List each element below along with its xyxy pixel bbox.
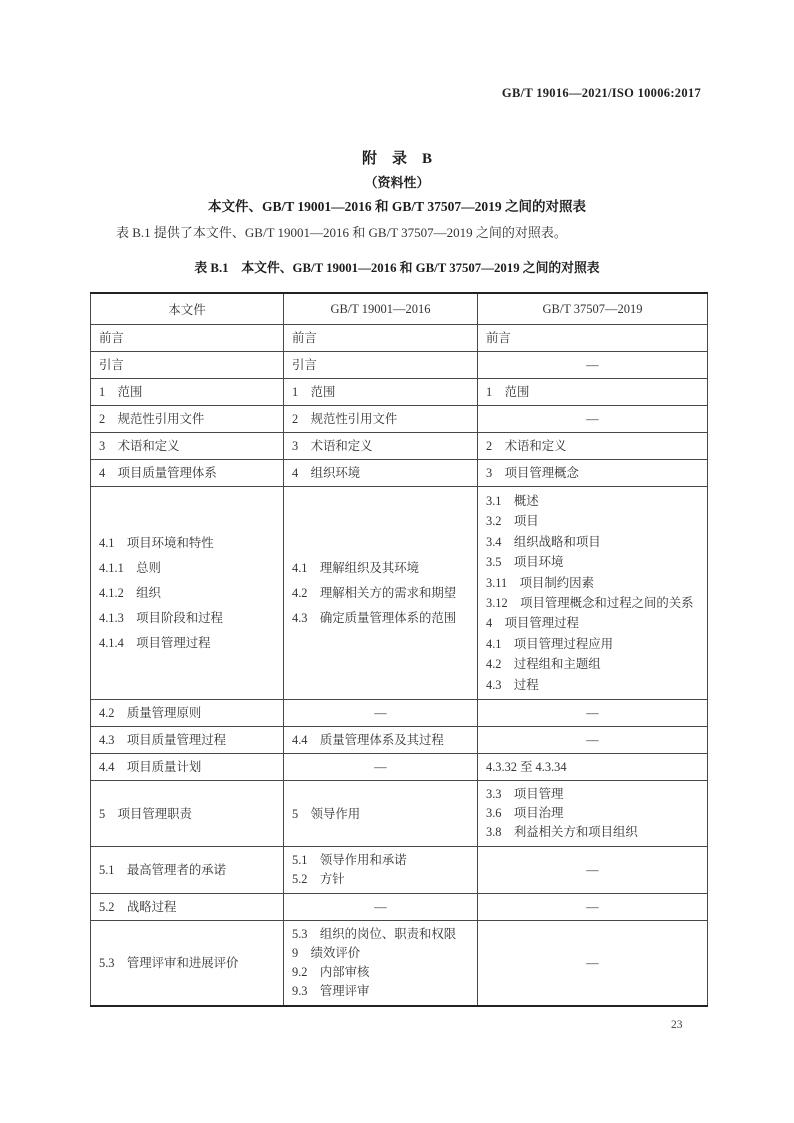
table-cell	[478, 754, 708, 781]
cell-line: 4.3 确定质量管理体系的范围	[292, 610, 457, 625]
standard-code-header: GB/T 19016—2021/ISO 10006:2017	[501, 86, 701, 100]
table-cell	[284, 700, 478, 727]
cell-line: 4.2 理解相关方的需求和期望	[292, 585, 457, 600]
table-cell	[91, 406, 284, 433]
cell-line: 4.1 项目环境和特性	[99, 535, 214, 550]
cell-line: 5.1 最高管理者的承诺	[99, 863, 227, 878]
table-cell	[478, 847, 708, 894]
cell-line: 5.2 方针	[292, 872, 345, 887]
table-cell	[284, 894, 478, 921]
table-row	[91, 460, 708, 487]
table-header	[91, 293, 708, 325]
cell-line: 4.2 质量管理原则	[99, 706, 202, 721]
table-row	[91, 921, 708, 1007]
cell-line: 3.1 概述	[486, 494, 539, 508]
table-cell	[478, 460, 708, 487]
cell-line: 4.1 理解组织及其环境	[292, 560, 420, 575]
page-number: 23	[671, 1019, 683, 1031]
cell-line: 4.4 项目质量计划	[99, 760, 202, 775]
column-header-gbt-37507: GB/T 37507—2019	[478, 293, 708, 325]
column-header-this-document: 本文件	[91, 293, 284, 325]
cell-line: 5 项目管理职责	[99, 806, 192, 821]
cell-line: 引言	[292, 358, 317, 372]
table-row	[91, 487, 708, 700]
table-cell	[91, 379, 284, 406]
cell-line: 3.11 项目制约因素	[486, 575, 594, 590]
table-cell	[284, 433, 478, 460]
table-caption: 表 B.1 本文件、GB/T 19001—2016 和 GB/T 37507—2019 之间的对照表	[194, 261, 600, 275]
cell-line: 5.3 组织的岗位、职责和权限	[292, 927, 457, 942]
table-cell	[91, 754, 284, 781]
cell-line: —	[586, 900, 599, 915]
cell-line: 4.2 过程组和主题组	[486, 657, 601, 672]
table-cell	[91, 894, 284, 921]
cell-line: 4.1.3 项目阶段和过程	[99, 610, 223, 625]
table-row	[91, 754, 708, 781]
table-cell	[478, 433, 708, 460]
table-row	[91, 352, 708, 379]
comparison-table	[90, 292, 708, 1007]
table-cell	[284, 325, 478, 352]
table-cell	[284, 352, 478, 379]
cell-line: 4.1.4 项目管理过程	[99, 635, 211, 650]
cell-line: 4 组织环境	[292, 466, 361, 480]
cell-line: 引言	[99, 358, 124, 372]
cell-line: 前言	[99, 331, 124, 345]
table-cell	[478, 700, 708, 727]
cell-line: —	[586, 863, 599, 878]
table-cell	[284, 487, 478, 700]
cell-line: 9 绩效评价	[292, 946, 361, 961]
table-body	[91, 325, 708, 1007]
cell-line: 3.3 项目管理	[486, 787, 564, 802]
cell-line: 3.12 项目管理概念和过程之间的关系	[486, 596, 694, 611]
table-cell	[284, 727, 478, 754]
table-row	[91, 700, 708, 727]
table-row	[91, 727, 708, 754]
table-cell	[478, 894, 708, 921]
cell-line: 3 术语和定义	[99, 439, 180, 453]
cell-line: —	[586, 706, 599, 721]
cell-line: —	[374, 760, 387, 775]
cell-line: 2 术语和定义	[486, 439, 567, 453]
appendix-subtitle: （资料性）	[364, 175, 430, 190]
cell-line: 前言	[486, 331, 511, 345]
appendix-heading: 本文件、GB/T 19001—2016 和 GB/T 37507—2019 之间的对照表	[208, 199, 586, 214]
table-header-row	[91, 293, 708, 325]
cell-line: 5.1 领导作用和承诺	[292, 853, 407, 868]
table-row	[91, 433, 708, 460]
cell-line: 3.8 利益相关方和项目组织	[486, 825, 638, 840]
table-row	[91, 894, 708, 921]
cell-line: —	[586, 358, 599, 372]
cell-line: —	[586, 412, 599, 426]
table-cell	[478, 379, 708, 406]
table-cell	[91, 700, 284, 727]
column-header-gbt-19001: GB/T 19001—2016	[284, 293, 478, 325]
table-cell	[284, 781, 478, 847]
cell-line: 4.1 项目管理过程应用	[486, 636, 614, 651]
table-cell	[91, 352, 284, 379]
table-cell	[478, 352, 708, 379]
table-row	[91, 781, 708, 847]
table-cell	[91, 460, 284, 487]
cell-line: 5.2 战略过程	[99, 900, 177, 915]
cell-line: 4.3 过程	[486, 677, 539, 692]
table-cell	[91, 921, 284, 1007]
cell-line: 5 领导作用	[292, 806, 361, 821]
cell-line: 4 项目管理过程	[486, 616, 579, 631]
table-cell	[478, 487, 708, 700]
table-row	[91, 379, 708, 406]
table-cell	[478, 727, 708, 754]
table-cell	[478, 325, 708, 352]
cell-line: —	[374, 900, 387, 915]
table-cell	[284, 847, 478, 894]
table-cell	[478, 781, 708, 847]
cell-line: 4.4 质量管理体系及其过程	[292, 733, 444, 748]
cell-line: 2 规范性引用文件	[99, 412, 205, 426]
table-cell	[91, 433, 284, 460]
table-cell	[478, 406, 708, 433]
cell-line: 5.3 管理评审和进展评价	[99, 956, 239, 971]
cell-line: —	[586, 733, 599, 748]
cell-line: 4.1.2 组织	[99, 585, 161, 600]
table-cell	[284, 921, 478, 1007]
cell-line: —	[586, 956, 599, 971]
cell-line: 1 范围	[486, 385, 530, 399]
cell-line: 3.2 项目	[486, 514, 539, 529]
table-cell	[91, 727, 284, 754]
cell-line: 2 规范性引用文件	[292, 412, 398, 426]
table-cell	[284, 406, 478, 433]
table-cell	[91, 487, 284, 700]
table-cell	[284, 379, 478, 406]
cell-line: 4.3 项目质量管理过程	[99, 733, 227, 748]
table-cell	[284, 460, 478, 487]
appendix-title: 附 录 B	[361, 151, 432, 167]
cell-line: 1 范围	[99, 385, 143, 399]
cell-line: 9.2 内部审核	[292, 965, 370, 980]
cell-line: 9.3 管理评审	[292, 984, 370, 999]
cell-line: 3 术语和定义	[292, 439, 373, 453]
table-cell	[91, 847, 284, 894]
table-cell	[91, 325, 284, 352]
table-cell	[91, 781, 284, 847]
cell-line: 3 项目管理概念	[486, 466, 579, 480]
table-cell	[478, 921, 708, 1007]
cell-line: 4 项目质量管理体系	[99, 466, 217, 480]
intro-paragraph: 表 B.1 提供了本文件、GB/T 19001—2016 和 GB/T 37507—2019 之间的对照表。	[116, 225, 567, 240]
cell-line: 4.3.32 至 4.3.34	[486, 760, 567, 775]
cell-line: 4.1.1 总则	[99, 560, 161, 575]
table-cell	[284, 754, 478, 781]
cell-line: 3.4 组织战略和项目	[486, 534, 601, 549]
table-row	[91, 325, 708, 352]
cell-line: 前言	[292, 331, 317, 345]
table-row	[91, 847, 708, 894]
cell-line: 1 范围	[292, 385, 336, 399]
cell-line: —	[374, 706, 387, 721]
cell-line: 3.6 项目治理	[486, 806, 564, 821]
cell-line: 3.5 项目环境	[486, 555, 564, 570]
table-row	[91, 406, 708, 433]
